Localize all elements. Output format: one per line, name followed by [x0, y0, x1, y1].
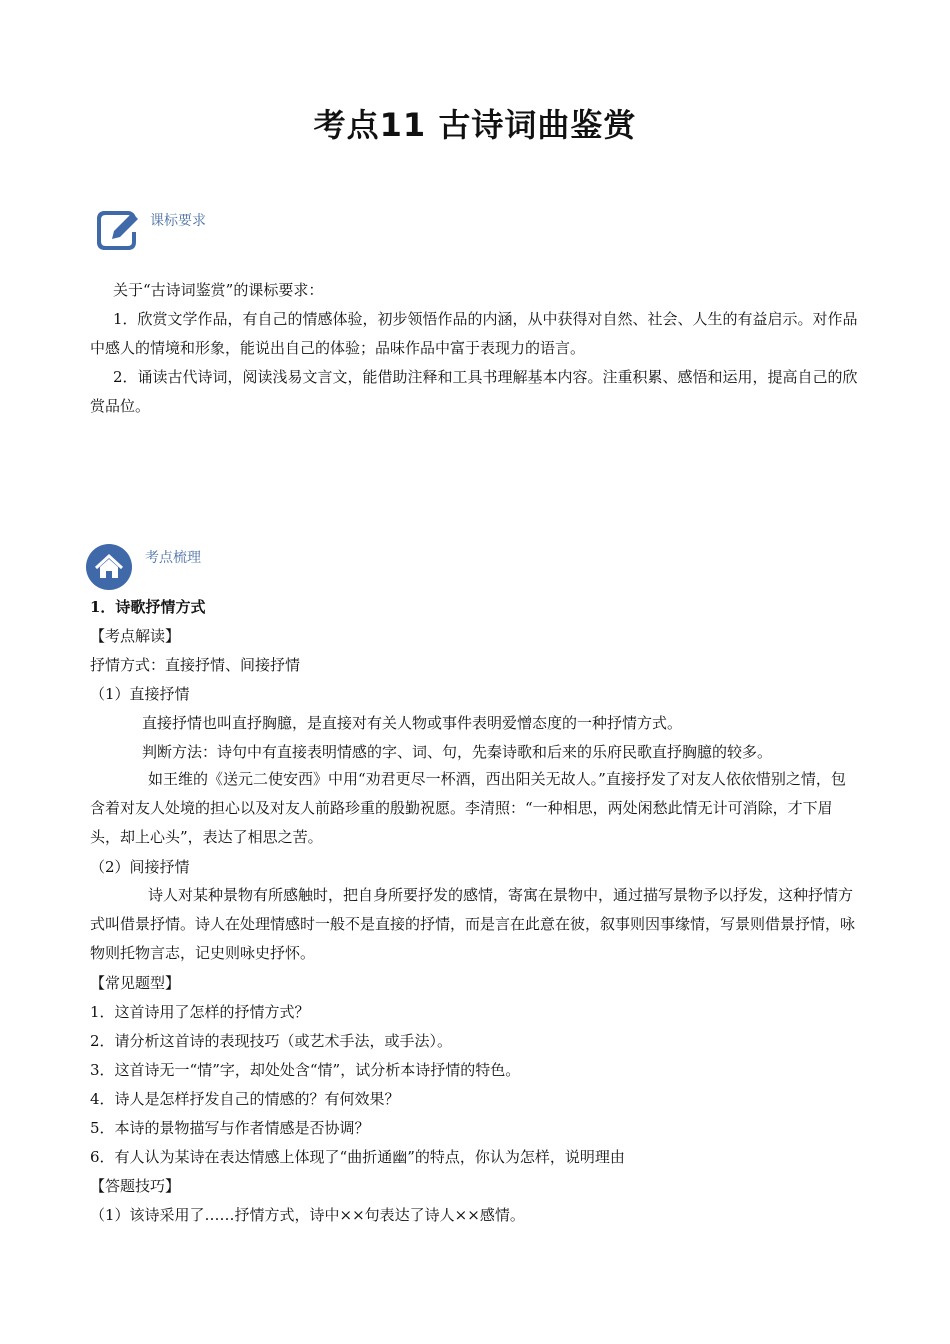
indirect-title: （2）间接抒情: [90, 858, 190, 876]
methods-text: 抒情方式：直接抒情、间接抒情: [90, 656, 301, 674]
home-icon: [86, 544, 132, 590]
direct-example: 如王维的《送元二使安西》中用“劝君更尽一杯酒，西出阳关无故人。”直接抒发了对友人依依惜别之情，包含着对友人处境的担心以及对友人前路珍重的殷勤祝愿。李清照：“一种相思，两处闲愁此情无计可消除，才下眉头，却上心头”，表达了相思之苦。: [90, 770, 846, 846]
direct-judge: 判断方法：诗句中有直接表明情感的字、词、句，先秦诗歌和后来的乐府民歌直抒胸臆的较多。: [142, 743, 773, 761]
types-label: 【常见题型】: [90, 974, 181, 992]
section-label-requirements: 课标要求: [150, 213, 206, 229]
requirements-intro: 关于“古诗词鉴赏”的课标要求：: [113, 281, 324, 299]
question-item: 2．请分析这首诗的表现技巧（或艺术手法，或手法）。: [90, 1032, 453, 1050]
section-label-key-points: 考点梳理: [145, 550, 201, 566]
requirement-item-1: 1．欣赏文学作品，有自己的情感体验，初步领悟作品的内涵，从中获得对自然、社会、人生的有益启示。对作品中感人的情境和形象，能说出自己的体验；品味作品中富于表现力的语言。: [90, 310, 858, 357]
edit-icon: [96, 208, 142, 254]
indirect-definition: 诗人对某种景物有所感触时，把自身所要抒发的感情，寄寓在景物中，通过描写景物予以抒发，这种抒情方式叫借景抒情。诗人在处理情感时一般不是直接的抒情，而是言在此意在彼，叙事则因事缘情，写景则借景抒情，咏物则托物言志，记史则咏史抒怀。: [90, 886, 856, 962]
requirement-item-2: 2．诵读古代诗词，阅读浅易文言文，能借助注释和工具书理解基本内容。注重积累、感悟和运用，提高自己的欣赏品位。: [90, 368, 858, 415]
direct-definition: 直接抒情也叫直抒胸臆，是直接对有关人物或事件表明爱憎态度的一种抒情方式。: [142, 714, 683, 732]
question-item: 4．诗人是怎样抒发自己的情感的？有何效果？: [90, 1090, 400, 1108]
tips-label: 【答题技巧】: [90, 1177, 181, 1195]
question-item: 6．有人认为某诗在表达情感上体现了“曲折通幽”的特点，你认为怎样，说明理由: [90, 1148, 625, 1166]
tip-item: （1）该诗采用了……抒情方式，诗中××句表达了诗人××感情。: [90, 1206, 525, 1224]
question-item: 3．这首诗无一“情”字，却处处含“情”，试分析本诗抒情的特色。: [90, 1061, 521, 1079]
question-item: 5．本诗的景物描写与作者情感是否协调？: [90, 1119, 370, 1137]
direct-title: （1）直接抒情: [90, 685, 190, 703]
topic-heading: 1．诗歌抒情方式: [90, 598, 206, 616]
page-title: 考点11 古诗词曲鉴赏: [313, 106, 637, 144]
question-item: 1．这首诗用了怎样的抒情方式？: [90, 1003, 310, 1021]
interpret-label: 【考点解读】: [90, 627, 181, 645]
